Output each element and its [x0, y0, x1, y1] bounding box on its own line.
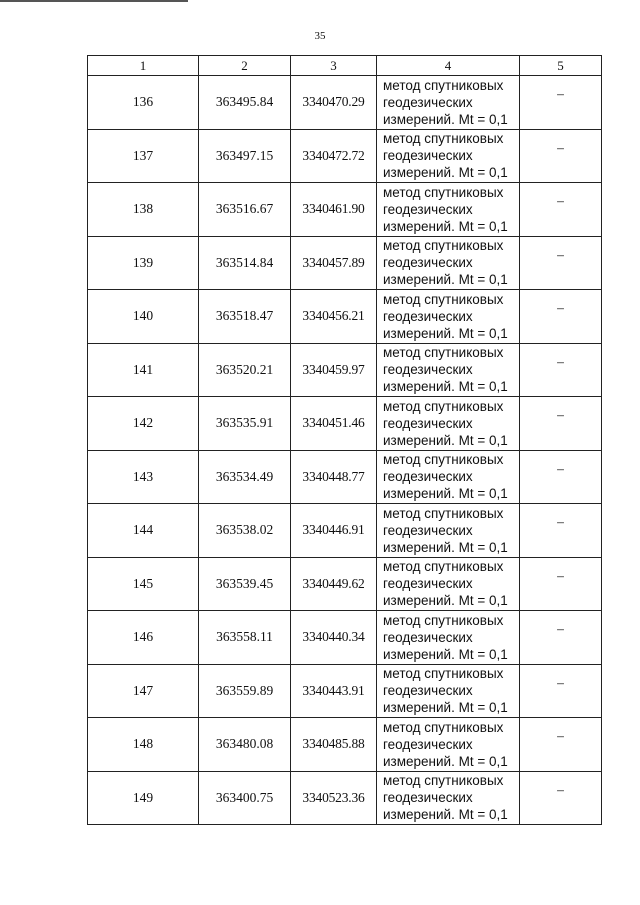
point-number: 141: [88, 343, 199, 397]
accuracy-value: [520, 397, 602, 451]
point-number: 143: [88, 450, 199, 504]
accuracy-dash: –: [557, 246, 564, 262]
coordinate-y: 3340446.91: [291, 504, 377, 558]
coordinate-x: 363516.67: [199, 183, 291, 237]
coordinate-x: 363514.84: [199, 236, 291, 290]
method-line: геодезических: [383, 469, 473, 485]
point-number: 137: [88, 129, 199, 183]
method-line: метод спутниковых: [383, 559, 504, 575]
accuracy-dash: –: [557, 407, 564, 423]
point-number: 136: [88, 76, 199, 130]
accuracy-value: [520, 183, 602, 237]
method-line: метод спутниковых: [383, 612, 504, 628]
method-line: метод спутниковых: [383, 345, 504, 361]
accuracy-value: [520, 557, 602, 611]
page-number: 35: [314, 30, 326, 42]
header-row: [88, 56, 602, 76]
method-description: [377, 290, 520, 344]
coordinate-y: 3340485.88: [291, 718, 377, 772]
accuracy-dash: –: [557, 674, 564, 690]
point-number: 138: [88, 183, 199, 237]
accuracy-value: [520, 236, 602, 290]
method-line: геодезических: [383, 790, 473, 806]
method-description: [377, 450, 520, 504]
method-line: метод спутниковых: [383, 291, 504, 307]
method-description: [377, 129, 520, 183]
method-description: [377, 557, 520, 611]
table-row: [88, 504, 602, 558]
coordinate-x: 363538.02: [199, 504, 291, 558]
table-row: [88, 129, 602, 183]
coordinate-y: 3340456.21: [291, 290, 377, 344]
method-line: геодезических: [383, 522, 473, 538]
table-row: [88, 397, 602, 451]
point-number: 144: [88, 504, 199, 558]
method-description: [377, 664, 520, 718]
accuracy-value: [520, 450, 602, 504]
accuracy-value: [520, 129, 602, 183]
coordinate-x: 363539.45: [199, 557, 291, 611]
method-line: метод спутниковых: [383, 719, 504, 735]
coordinate-x: 363558.11: [199, 611, 291, 665]
accuracy-dash: –: [557, 728, 564, 744]
point-number: 142: [88, 397, 199, 451]
coordinate-x: 363495.84: [199, 76, 291, 130]
coordinate-y: 3340443.91: [291, 664, 377, 718]
accuracy-value: [520, 664, 602, 718]
point-number: 149: [88, 771, 199, 825]
coordinate-y: 3340472.72: [291, 129, 377, 183]
table-row: [88, 557, 602, 611]
method-line: геодезических: [383, 629, 473, 645]
accuracy-dash: –: [557, 86, 564, 102]
coordinate-y: 3340523.36: [291, 771, 377, 825]
coordinate-x: 363559.89: [199, 664, 291, 718]
accuracy-value: [520, 343, 602, 397]
accuracy-dash: –: [557, 781, 564, 797]
method-line: метод спутниковых: [383, 77, 504, 93]
table-row: [88, 76, 602, 130]
method-line: измерений. Mt = 0,1: [383, 165, 508, 181]
method-description: [377, 771, 520, 825]
header-col-5: 5: [520, 56, 602, 76]
method-description: [377, 183, 520, 237]
method-description: [377, 504, 520, 558]
method-line: измерений. Mt = 0,1: [383, 753, 508, 769]
method-description: [377, 236, 520, 290]
method-line: измерений. Mt = 0,1: [383, 539, 508, 555]
method-line: метод спутниковых: [383, 398, 504, 414]
coordinates-table: [87, 55, 602, 825]
method-description: [377, 611, 520, 665]
method-line: измерений. Mt = 0,1: [383, 700, 508, 716]
header-col-3: 3: [291, 56, 377, 76]
method-line: метод спутниковых: [383, 184, 504, 200]
method-line: измерений. Mt = 0,1: [383, 432, 508, 448]
header-col-2: 2: [199, 56, 291, 76]
accuracy-dash: –: [557, 621, 564, 637]
method-line: метод спутниковых: [383, 505, 504, 521]
point-number: 148: [88, 718, 199, 772]
coordinate-y: 3340459.97: [291, 343, 377, 397]
accuracy-dash: –: [557, 300, 564, 316]
coordinate-x: 363535.91: [199, 397, 291, 451]
coordinate-y: 3340457.89: [291, 236, 377, 290]
method-line: измерений. Mt = 0,1: [383, 646, 508, 662]
accuracy-value: [520, 76, 602, 130]
method-line: метод спутниковых: [383, 452, 504, 468]
method-line: измерений. Mt = 0,1: [383, 111, 508, 127]
method-description: [377, 397, 520, 451]
method-line: измерений. Mt = 0,1: [383, 379, 508, 395]
accuracy-dash: –: [557, 139, 564, 155]
point-number: 147: [88, 664, 199, 718]
coordinate-x: 363518.47: [199, 290, 291, 344]
coordinate-x: 363400.75: [199, 771, 291, 825]
method-line: геодезических: [383, 201, 473, 217]
table-row: [88, 771, 602, 825]
accuracy-value: [520, 771, 602, 825]
method-line: геодезических: [383, 736, 473, 752]
coordinate-x: 363520.21: [199, 343, 291, 397]
method-line: геодезических: [383, 308, 473, 324]
coordinate-y: 3340449.62: [291, 557, 377, 611]
header-col-1: 1: [88, 56, 199, 76]
top-rule: [0, 0, 188, 2]
method-line: измерений. Mt = 0,1: [383, 486, 508, 502]
method-description: [377, 343, 520, 397]
table-row: [88, 450, 602, 504]
method-line: измерений. Mt = 0,1: [383, 593, 508, 609]
coordinate-y: 3340461.90: [291, 183, 377, 237]
method-description: [377, 76, 520, 130]
coordinate-y: 3340451.46: [291, 397, 377, 451]
method-line: метод спутниковых: [383, 131, 504, 147]
method-line: измерений. Mt = 0,1: [383, 218, 508, 234]
table-body: [88, 76, 602, 825]
method-line: измерений. Mt = 0,1: [383, 272, 508, 288]
point-number: 139: [88, 236, 199, 290]
point-number: 146: [88, 611, 199, 665]
accuracy-value: [520, 290, 602, 344]
coordinate-y: 3340448.77: [291, 450, 377, 504]
coordinate-x: 363497.15: [199, 129, 291, 183]
accuracy-value: [520, 504, 602, 558]
table-row: [88, 664, 602, 718]
accuracy-dash: –: [557, 193, 564, 209]
coordinate-x: 363480.08: [199, 718, 291, 772]
coordinate-y: 3340440.34: [291, 611, 377, 665]
method-line: геодезических: [383, 576, 473, 592]
table-header: [88, 56, 602, 76]
coordinate-x: 363534.49: [199, 450, 291, 504]
method-description: [377, 718, 520, 772]
table-row: [88, 611, 602, 665]
accuracy-value: [520, 611, 602, 665]
accuracy-dash: –: [557, 353, 564, 369]
accuracy-dash: –: [557, 514, 564, 530]
table-row: [88, 343, 602, 397]
accuracy-value: [520, 718, 602, 772]
method-line: геодезических: [383, 362, 473, 378]
point-number: 140: [88, 290, 199, 344]
table-row: [88, 236, 602, 290]
accuracy-dash: –: [557, 567, 564, 583]
method-line: метод спутниковых: [383, 666, 504, 682]
method-line: геодезических: [383, 94, 473, 110]
method-line: геодезических: [383, 683, 473, 699]
method-line: геодезических: [383, 415, 473, 431]
header-col-4: 4: [377, 56, 520, 76]
method-line: метод спутниковых: [383, 238, 504, 254]
table-row: [88, 718, 602, 772]
method-line: метод спутниковых: [383, 773, 504, 789]
method-line: геодезических: [383, 255, 473, 271]
coordinate-y: 3340470.29: [291, 76, 377, 130]
method-line: геодезических: [383, 148, 473, 164]
method-line: измерений. Mt = 0,1: [383, 807, 508, 823]
method-line: измерений. Mt = 0,1: [383, 325, 508, 341]
accuracy-dash: –: [557, 460, 564, 476]
table-row: [88, 290, 602, 344]
point-number: 145: [88, 557, 199, 611]
table-row: [88, 183, 602, 237]
